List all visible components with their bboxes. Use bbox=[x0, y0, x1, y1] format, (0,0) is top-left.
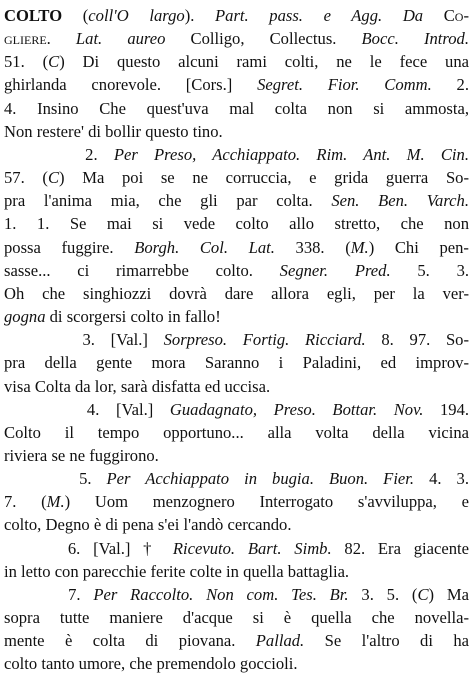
text-segment: 3. [Val.] bbox=[4, 330, 164, 350]
text-segment: ) Ma bbox=[428, 584, 469, 604]
italic-text: gogna bbox=[4, 307, 46, 327]
text-line bbox=[4, 166, 469, 189]
text-line bbox=[4, 120, 469, 143]
text-line bbox=[4, 513, 469, 536]
text-segment: 7. ( bbox=[4, 492, 47, 512]
text-segment: possa fuggire. bbox=[4, 237, 135, 257]
text-segment: 51. ( bbox=[4, 52, 49, 72]
text-segment: visa Colta da lor, sarà disfatta ed uccisa. bbox=[4, 376, 271, 396]
headword: COLTO bbox=[4, 6, 63, 25]
text-line bbox=[4, 73, 469, 96]
text-segment: colto, Degno è di pena s'ei l'andò cercando. bbox=[4, 515, 292, 535]
text-segment: 5. 3. bbox=[390, 260, 469, 280]
italic-text: coll'O largo bbox=[88, 6, 185, 25]
text-line bbox=[4, 4, 469, 27]
text-segment: ). bbox=[184, 6, 216, 25]
text-line bbox=[4, 652, 469, 675]
text-line bbox=[4, 27, 469, 50]
text-line bbox=[4, 282, 469, 305]
text-segment: . bbox=[46, 29, 76, 49]
italic-text: Per Raccolto. Non com. Tes. Br. bbox=[93, 584, 349, 604]
text-line bbox=[4, 97, 469, 120]
text-line bbox=[4, 305, 469, 328]
italic-text: Sen. Ben. Varch. bbox=[331, 191, 469, 211]
text-line bbox=[4, 583, 469, 606]
text-line bbox=[4, 259, 469, 282]
text-line bbox=[4, 143, 469, 166]
text-segment: 2. bbox=[431, 75, 469, 95]
text-segment: 194. bbox=[423, 399, 469, 419]
text-segment: 2. bbox=[4, 144, 114, 164]
text-segment: pra della gente mora Saranno i Paladini, ed improv- bbox=[4, 353, 469, 373]
text-segment: in letto con parecchie ferite colte in quella battaglia. bbox=[4, 561, 350, 581]
text-line bbox=[4, 490, 469, 513]
text-line bbox=[4, 421, 469, 444]
text-segment: ghirlanda cnorevole. [Cors.] bbox=[4, 75, 258, 95]
text-segment: 4. Insino Che quest'uva mal colta non si ammosta, bbox=[4, 98, 469, 118]
text-line bbox=[4, 189, 469, 212]
italic-text: C bbox=[48, 52, 60, 72]
text-segment: Non restere' di bollir questo tino. bbox=[4, 121, 223, 141]
text-segment: ) Di questo alcuni rami colti, ne le fece una bbox=[59, 52, 469, 72]
italic-text: M. bbox=[350, 237, 369, 257]
text-segment: mente è colta di piovana. bbox=[4, 631, 256, 651]
text-segment: ) Uom menzognero Interrogato s'avviluppa, e bbox=[64, 492, 469, 512]
italic-text: Per Acchiappato in bugia. Buon. Fier. bbox=[106, 469, 415, 489]
italic-text: Per Preso, Acchiappato. Rim. Ant. M. Cin. bbox=[113, 144, 469, 164]
italic-text: M. bbox=[46, 492, 65, 512]
text-segment: gliere bbox=[4, 29, 47, 49]
text-segment: 338. ( bbox=[274, 237, 351, 257]
text-segment: 1. 1. Se mai si vede colto allo stretto, che non bbox=[4, 214, 469, 234]
text-segment: colto tanto umore, che premendolo goccioli. bbox=[4, 654, 298, 674]
text-segment: Se l'altro di ha bbox=[304, 631, 469, 651]
text-line bbox=[4, 444, 469, 467]
text-line bbox=[4, 236, 469, 259]
text-segment: sasse... ci rimarrebbe colto. bbox=[4, 260, 280, 280]
italic-text: C bbox=[47, 168, 60, 188]
text-segment: Oh che singhiozzi dovrà dare allora egli, per la ver- bbox=[4, 283, 469, 303]
text-line bbox=[4, 375, 469, 398]
text-line bbox=[4, 50, 469, 73]
text-segment: ) Ma poi se ne corruccia, e grida guerra So- bbox=[59, 168, 469, 188]
text-segment: Colto il tempo opportuno... alla volta della vicina bbox=[4, 422, 469, 442]
text-segment: 4. 3. bbox=[414, 469, 469, 489]
text-line bbox=[4, 606, 469, 629]
text-segment: riviera se ne fuggirono. bbox=[4, 445, 159, 465]
italic-text: Segner. Pred. bbox=[279, 260, 391, 280]
italic-text: Segret. Fior. Comm. bbox=[257, 75, 432, 95]
text-segment: 8. 97. So- bbox=[365, 330, 469, 350]
text-line bbox=[4, 212, 469, 235]
italic-text: Part. pass. e Agg. Da bbox=[215, 6, 424, 25]
text-segment: 82. Era giacente bbox=[331, 538, 469, 558]
text-segment: 57. ( bbox=[4, 168, 48, 188]
text-segment: Co- bbox=[423, 6, 469, 25]
italic-text: Guadagnato, Preso. Bottar. Nov. bbox=[169, 399, 424, 419]
italic-text: Ricevuto. Bart. Simb. bbox=[172, 538, 332, 558]
text-line bbox=[4, 328, 469, 351]
text-segment: ) Chi pen- bbox=[368, 237, 469, 257]
text-segment: 3. 5. ( bbox=[348, 584, 418, 604]
text-segment: sopra tutte maniere d'acque si è quella che novella- bbox=[4, 608, 469, 628]
text-line bbox=[4, 629, 469, 652]
text-segment: 5. bbox=[4, 469, 107, 489]
italic-text: Pallad. bbox=[255, 631, 305, 651]
italic-text: Lat. aureo bbox=[75, 29, 166, 49]
text-line bbox=[4, 560, 469, 583]
text-line bbox=[4, 537, 469, 560]
text-segment: 7. bbox=[4, 584, 94, 604]
text-segment: ( bbox=[62, 6, 89, 25]
text-segment: Colligo, Collectus. bbox=[165, 29, 362, 49]
text-segment: pra l'anima mia, che gli par colta. bbox=[4, 191, 332, 211]
italic-text: C bbox=[417, 584, 429, 604]
text-segment: 4. [Val.] bbox=[4, 399, 170, 419]
italic-text: Bocc. Introd. bbox=[361, 29, 469, 49]
text-line bbox=[4, 351, 469, 374]
text-segment: 6. [Val.] † bbox=[4, 538, 173, 558]
text-line bbox=[4, 467, 469, 490]
italic-text: Sorpreso. Fortig. Ricciard. bbox=[163, 330, 366, 350]
text-segment: di scorgersi colto in fallo! bbox=[45, 307, 221, 327]
italic-text: Borgh. Col. Lat. bbox=[134, 237, 275, 257]
text-line bbox=[4, 398, 469, 421]
